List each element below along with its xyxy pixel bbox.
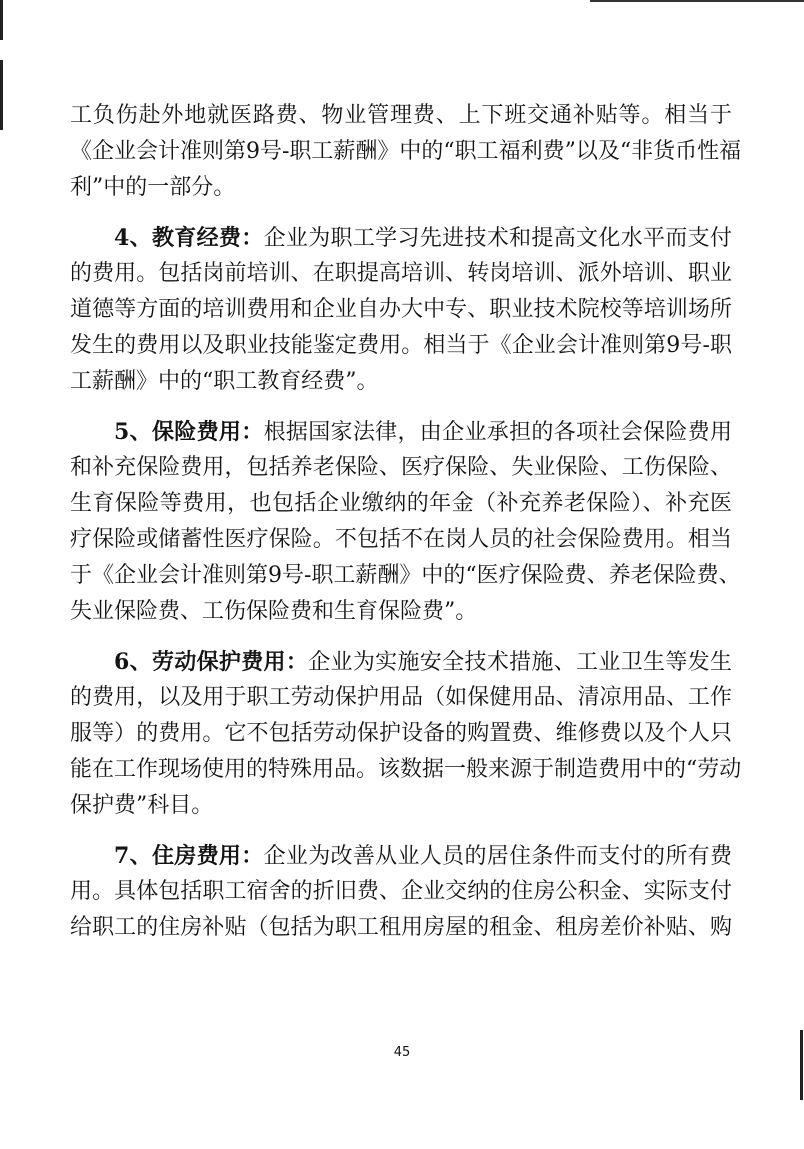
document-body bbox=[70, 98, 742, 946]
section-heading: 6、劳动保护费用： bbox=[114, 649, 309, 675]
text-line: 的费用，以及用于职工劳动保护用品（如保健用品、清凉用品、工作 bbox=[70, 685, 732, 710]
text-span: 企业为改善从业人员的居住条件而支付的所有费 bbox=[263, 844, 732, 869]
paragraph-housing-expense bbox=[70, 838, 732, 946]
section-heading: 4、教育经费： bbox=[114, 225, 264, 251]
text-line: 服等）的费用。它不包括劳动保护设备的购置费、维修费以及个人只 bbox=[70, 721, 732, 746]
scan-edge-mark bbox=[800, 1030, 803, 1100]
section-heading: 7、住房费用： bbox=[114, 843, 264, 869]
page-number: 45 bbox=[393, 1045, 411, 1060]
scan-edge-mark bbox=[0, 0, 3, 40]
paragraph-continuation bbox=[70, 98, 742, 206]
text-line bbox=[70, 644, 732, 680]
text-line: 给职工的住房补贴（包括为职工租用房屋的租金、租房差价补贴、购 bbox=[70, 915, 732, 940]
text-line: 于《企业会计准则第9号-职工薪酬》中的“医疗保险费、养老保险费、 bbox=[70, 563, 741, 588]
text-line: 工负伤赴外地就医路费、物业管理费、上下班交通补贴等。相当于 bbox=[70, 103, 732, 128]
text-line: 失业保险费、工伤保险费和生育保险费”。 bbox=[70, 599, 478, 624]
text-line: 道德等方面的培训费用和企业自办大中专、职业技术院校等培训场所 bbox=[70, 297, 732, 322]
text-line bbox=[70, 220, 732, 256]
paragraph-education-expense bbox=[70, 220, 732, 400]
text-line bbox=[70, 838, 732, 874]
scan-edge-mark bbox=[0, 60, 3, 130]
text-line bbox=[70, 414, 732, 450]
text-line: 保护费”科目。 bbox=[70, 793, 214, 818]
section-heading: 5、保险费用： bbox=[114, 419, 264, 445]
paragraph-insurance-expense bbox=[70, 414, 741, 630]
text-line: 疗保险或储蓄性医疗保险。不包括不在岗人员的社会保险费用。相当 bbox=[70, 527, 732, 552]
text-line: 的费用。包括岗前培训、在职提高培训、转岗培训、派外培训、职业 bbox=[70, 261, 732, 286]
paragraph-labor-protection-expense bbox=[70, 644, 742, 824]
text-line: 生育保险等费用，也包括企业缴纳的年金（补充养老保险）、补充医 bbox=[70, 491, 732, 516]
text-line: 《企业会计准则第9号-职工薪酬》中的“职工福利费”以及“非货币性福 bbox=[70, 139, 742, 164]
text-line: 工薪酬》中的“职工教育经费”。 bbox=[70, 369, 379, 394]
text-line: 发生的费用以及职业技能鉴定费用。相当于《企业会计准则第9号-职 bbox=[70, 333, 732, 358]
text-span: 企业为实施安全技术措施、工业卫生等发生 bbox=[308, 650, 732, 675]
text-span: 企业为职工学习先进技术和提高文化水平而支付 bbox=[263, 226, 732, 251]
text-line: 利”中的一部分。 bbox=[70, 175, 236, 200]
text-span: 根据国家法律，由企业承担的各项社会保险费用 bbox=[263, 420, 732, 445]
text-line: 和补充保险费用，包括养老保险、医疗保险、失业保险、工伤保险、 bbox=[70, 455, 732, 480]
text-line: 能在工作现场使用的特殊用品。该数据一般来源于制造费用中的“劳动 bbox=[70, 757, 742, 782]
scan-edge-mark bbox=[590, 0, 804, 2]
text-line: 用。具体包括职工宿舍的折旧费、企业交纳的住房公积金、实际支付 bbox=[70, 879, 732, 904]
